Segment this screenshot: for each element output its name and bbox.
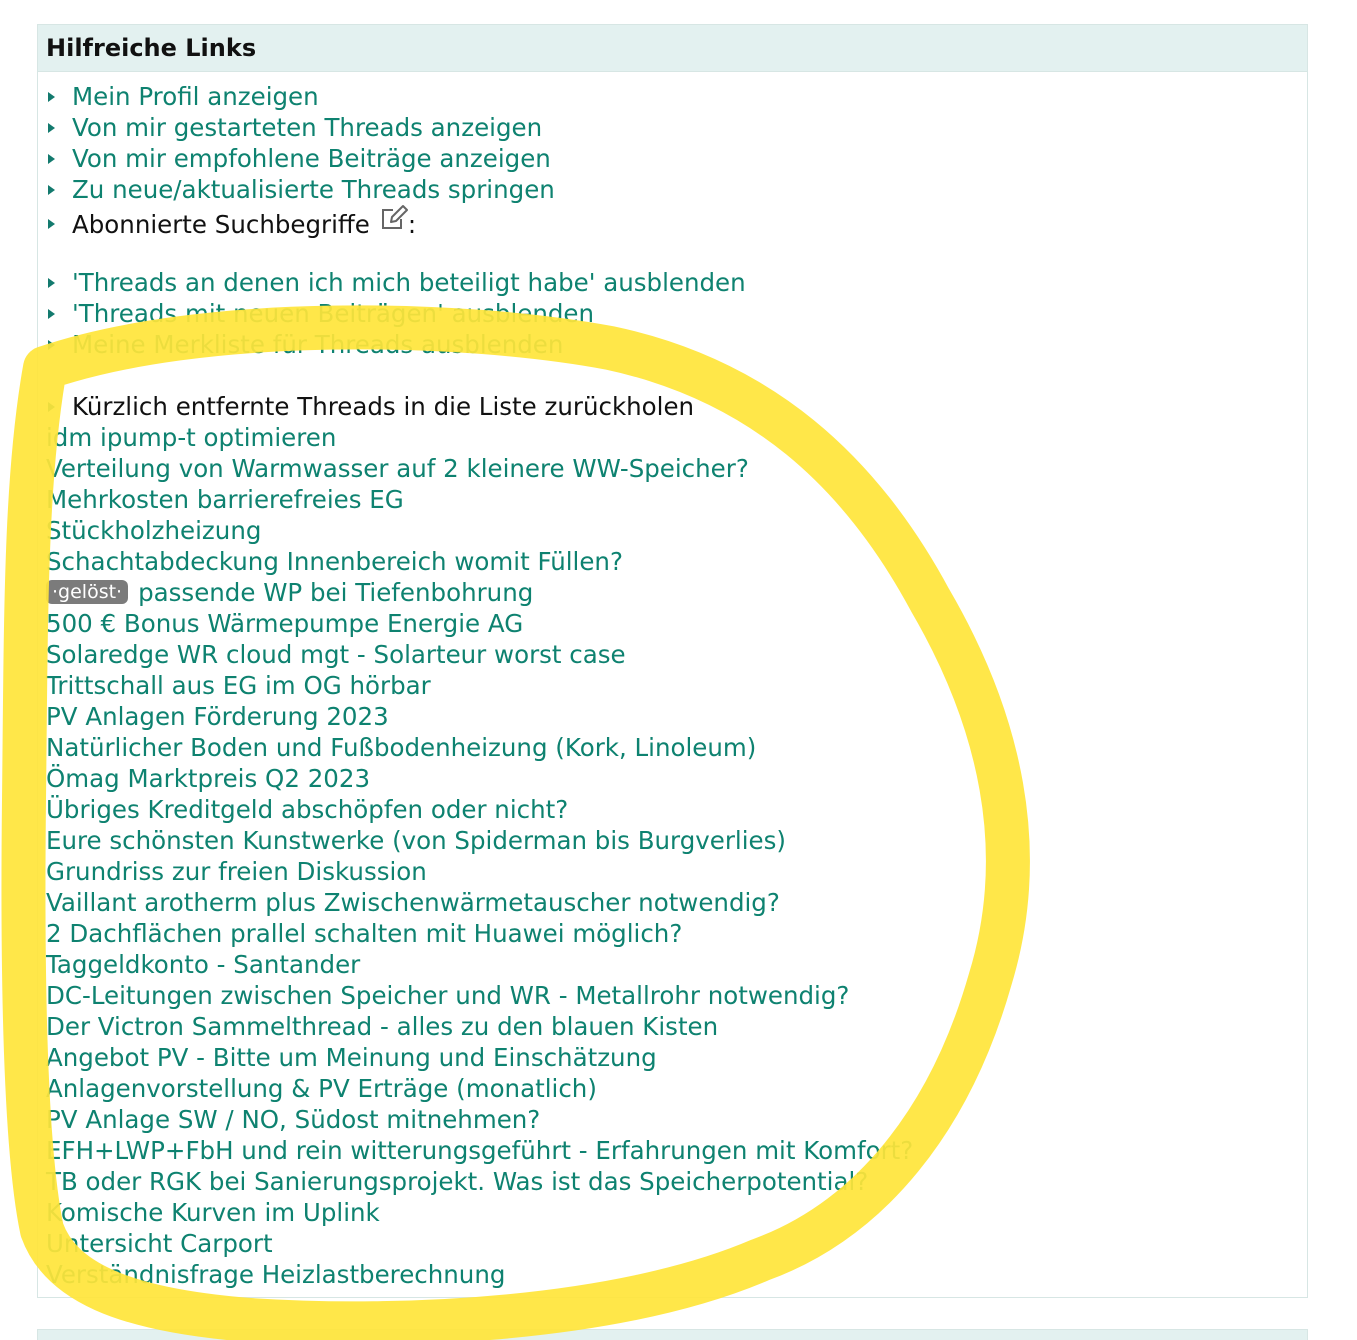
thread-row bbox=[38, 1228, 1307, 1259]
restore-threads-heading: Kürzlich entfernte Threads in die Liste zurückholen bbox=[72, 392, 695, 421]
thread-row bbox=[38, 825, 1307, 856]
link-row-new-threads bbox=[38, 174, 1307, 205]
thread-row bbox=[38, 1197, 1307, 1228]
edit-icon[interactable] bbox=[380, 204, 408, 239]
thread-link[interactable]: Solaredge WR cloud mgt - Solarteur worst case bbox=[46, 640, 626, 669]
thread-link[interactable]: Untersicht Carport bbox=[46, 1229, 273, 1258]
hide-row-watchlist bbox=[38, 329, 1307, 360]
bullet-arrow-icon bbox=[48, 402, 55, 412]
thread-row bbox=[38, 515, 1307, 546]
thread-row bbox=[38, 1135, 1307, 1166]
thread-row bbox=[38, 422, 1307, 453]
thread-row bbox=[38, 1042, 1307, 1073]
thread-link[interactable]: Schachtabdeckung Innenbereich womit Füllen? bbox=[46, 547, 623, 576]
thread-link[interactable]: Der Victron Sammelthread - alles zu den blauen Kisten bbox=[46, 1012, 719, 1041]
thread-row bbox=[38, 856, 1307, 887]
hide-row-participated bbox=[38, 267, 1307, 298]
link-my-started-threads[interactable]: Von mir gestarteten Threads anzeigen bbox=[72, 113, 543, 142]
removed-threads-list bbox=[38, 422, 1307, 1290]
link-row-recommended bbox=[38, 143, 1307, 174]
subscribed-terms-colon: : bbox=[407, 209, 417, 239]
thread-link[interactable]: Grundriss zur freien Diskussion bbox=[46, 857, 427, 886]
link-hide-new-post-threads[interactable]: 'Threads mit neuen Beiträgen' ausblenden bbox=[72, 299, 595, 328]
thread-row bbox=[38, 887, 1307, 918]
link-my-recommended-posts[interactable]: Von mir empfohlene Beiträge anzeigen bbox=[72, 144, 551, 173]
link-row-profile bbox=[38, 81, 1307, 112]
thread-row bbox=[38, 608, 1307, 639]
solved-badge: ·gelöst· bbox=[46, 580, 128, 604]
hide-row-new-posts bbox=[38, 298, 1307, 329]
thread-link[interactable]: Vaillant arotherm plus Zwischenwärmetauscher notwendig? bbox=[46, 888, 780, 917]
bullet-arrow-icon bbox=[48, 278, 55, 288]
restore-threads-row bbox=[38, 391, 1307, 422]
thread-link[interactable]: EFH+LWP+FbH und rein witterungsgeführt - Erfahrungen mit Komfort? bbox=[46, 1136, 914, 1165]
link-hide-participated-threads[interactable]: 'Threads an denen ich mich beteiligt habe' ausblenden bbox=[72, 268, 746, 297]
thread-row bbox=[38, 577, 1307, 608]
thread-row bbox=[38, 918, 1307, 949]
bullet-arrow-icon bbox=[48, 219, 55, 229]
thread-row bbox=[38, 1011, 1307, 1042]
subscribed-terms-row bbox=[38, 205, 1307, 243]
thread-row bbox=[38, 453, 1307, 484]
thread-link[interactable]: idm ipump-t optimieren bbox=[46, 423, 337, 452]
thread-link[interactable]: Anlagenvorstellung & PV Erträge (monatlich) bbox=[46, 1074, 597, 1103]
bullet-arrow-icon bbox=[48, 340, 55, 350]
thread-link[interactable]: Trittschall aus EG im OG hörbar bbox=[46, 671, 431, 700]
bullet-arrow-icon bbox=[48, 123, 55, 133]
panel-body bbox=[38, 72, 1307, 1290]
thread-link[interactable]: Angebot PV - Bitte um Meinung und Einschätzung bbox=[46, 1043, 657, 1072]
thread-row bbox=[38, 1104, 1307, 1135]
thread-link[interactable]: Eure schönsten Kunstwerke (von Spiderman bis Burgverlies) bbox=[46, 826, 786, 855]
thread-link[interactable]: TB oder RGK bei Sanierungsprojekt. Was ist das Speicherpotential? bbox=[46, 1167, 869, 1196]
thread-link[interactable]: Übriges Kreditgeld abschöpfen oder nicht? bbox=[46, 795, 569, 824]
thread-link[interactable]: passende WP bei Tiefenbohrung bbox=[138, 578, 534, 607]
thread-row bbox=[38, 701, 1307, 732]
thread-link[interactable]: PV Anlage SW / NO, Südost mitnehmen? bbox=[46, 1105, 541, 1134]
link-row-my-threads bbox=[38, 112, 1307, 143]
thread-row bbox=[38, 980, 1307, 1011]
bullet-arrow-icon bbox=[48, 154, 55, 164]
thread-link[interactable]: Verständnisfrage Heizlastberechnung bbox=[46, 1260, 506, 1289]
subscribed-terms-label: Abonnierte Suchbegriffe bbox=[72, 209, 370, 239]
bullet-arrow-icon bbox=[48, 309, 55, 319]
thread-link[interactable]: Taggeldkonto - Santander bbox=[46, 950, 361, 979]
thread-row bbox=[38, 546, 1307, 577]
thread-link[interactable]: Mehrkosten barrierefreies EG bbox=[46, 485, 404, 514]
next-panel-header bbox=[37, 1329, 1308, 1340]
thread-link[interactable]: 2 Dachflächen prallel schalten mit Huawei möglich? bbox=[46, 919, 683, 948]
thread-row bbox=[38, 484, 1307, 515]
link-new-updated-threads[interactable]: Zu neue/aktualisierte Threads springen bbox=[72, 175, 555, 204]
bullet-arrow-icon bbox=[48, 185, 55, 195]
thread-link[interactable]: DC-Leitungen zwischen Speicher und WR - Metallrohr notwendig? bbox=[46, 981, 850, 1010]
thread-link[interactable]: Natürlicher Boden und Fußbodenheizung (Kork, Linoleum) bbox=[46, 733, 757, 762]
thread-row bbox=[38, 1073, 1307, 1104]
panel-title: Hilfreiche Links bbox=[38, 25, 1307, 72]
link-hide-watchlist[interactable]: Meine Merkliste für Threads ausblenden bbox=[72, 330, 564, 359]
thread-row bbox=[38, 1166, 1307, 1197]
thread-link[interactable]: PV Anlagen Förderung 2023 bbox=[46, 702, 389, 731]
thread-row bbox=[38, 670, 1307, 701]
thread-row bbox=[38, 1259, 1307, 1290]
thread-row bbox=[38, 794, 1307, 825]
thread-row bbox=[38, 763, 1307, 794]
link-show-profile[interactable]: Mein Profil anzeigen bbox=[72, 82, 319, 111]
thread-link[interactable]: Komische Kurven im Uplink bbox=[46, 1198, 380, 1227]
thread-link[interactable]: Verteilung von Warmwasser auf 2 kleinere WW-Speicher? bbox=[46, 454, 749, 483]
thread-link[interactable]: 500 € Bonus Wärmepumpe Energie AG bbox=[46, 609, 524, 638]
thread-row bbox=[38, 639, 1307, 670]
thread-link[interactable]: Stückholzheizung bbox=[46, 516, 262, 545]
thread-row bbox=[38, 732, 1307, 763]
thread-row bbox=[38, 949, 1307, 980]
helpful-links-panel bbox=[37, 24, 1308, 1298]
spacer bbox=[38, 243, 1307, 267]
thread-link[interactable]: Ömag Marktpreis Q2 2023 bbox=[46, 764, 371, 793]
bullet-arrow-icon bbox=[48, 92, 55, 102]
spacer bbox=[38, 360, 1307, 391]
